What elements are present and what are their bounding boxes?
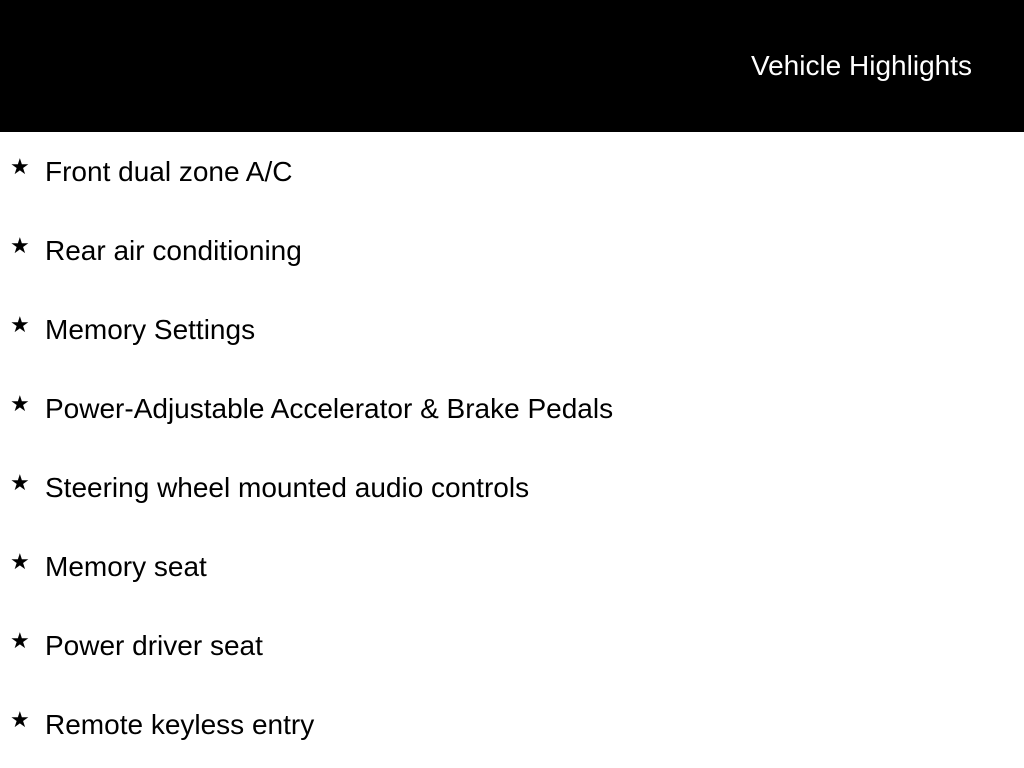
star-icon: ★ xyxy=(10,629,30,654)
list-item-label: Memory seat xyxy=(45,551,207,582)
list-item xyxy=(0,132,1024,211)
list-item-label: Power-Adjustable Accelerator & Brake Pedals xyxy=(45,393,614,424)
header-bar xyxy=(0,0,1024,132)
list-item xyxy=(0,527,1024,606)
star-icon: ★ xyxy=(10,313,30,338)
star-icon: ★ xyxy=(10,234,30,259)
list-item-label: Steering wheel mounted audio controls xyxy=(45,472,530,503)
list-item xyxy=(0,290,1024,369)
star-icon: ★ xyxy=(10,471,30,496)
list-item-label: Remote keyless entry xyxy=(45,709,315,740)
star-icon: ★ xyxy=(10,392,30,417)
star-icon: ★ xyxy=(10,708,30,733)
list-item xyxy=(0,448,1024,527)
highlights-list xyxy=(0,132,1024,764)
list-item-label: Front dual zone A/C xyxy=(45,156,293,187)
list-item-label: Memory Settings xyxy=(45,314,256,345)
list-item-label: Power driver seat xyxy=(45,630,263,661)
list-item xyxy=(0,211,1024,290)
star-icon: ★ xyxy=(10,550,30,575)
list-item-label: Rear air conditioning xyxy=(45,235,302,266)
list-item xyxy=(0,606,1024,685)
list-item xyxy=(0,685,1024,764)
page-title: Vehicle Highlights xyxy=(750,50,972,81)
list-item xyxy=(0,369,1024,448)
star-icon: ★ xyxy=(10,155,30,180)
